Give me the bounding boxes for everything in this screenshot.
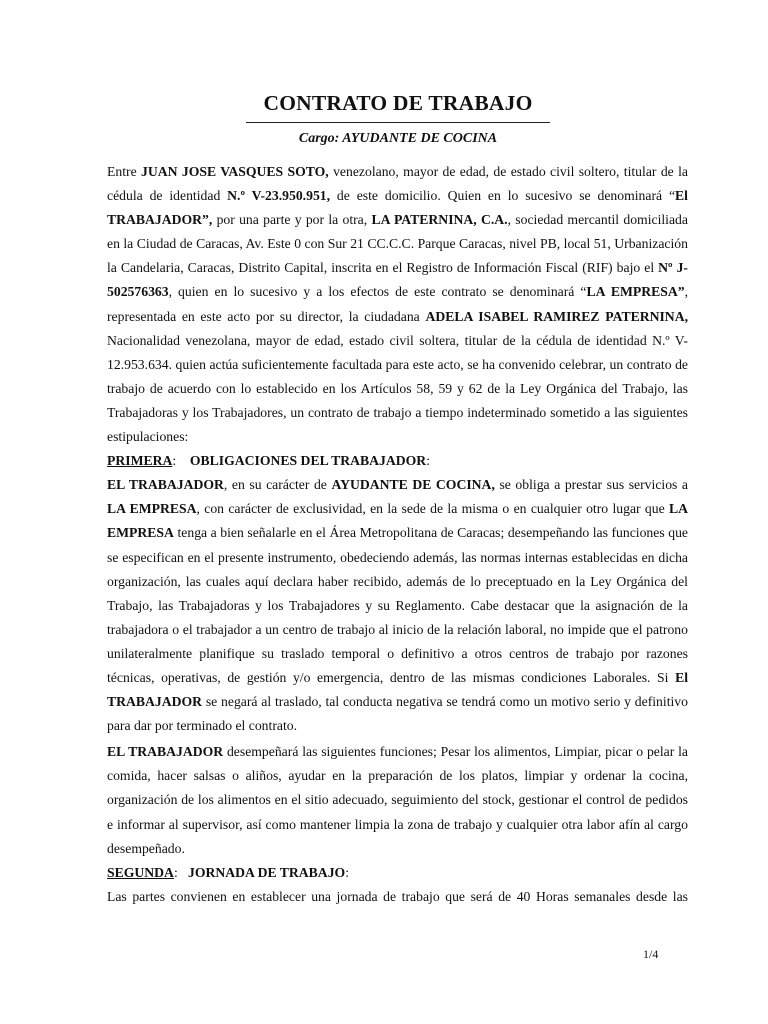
- worker-id-number: N.º V-23.950.951,: [227, 188, 331, 204]
- intro-text-4: por una parte y por la otra,: [212, 212, 372, 228]
- clause-title-segunda: JORNADA DE TRABAJO: [188, 864, 346, 880]
- clause-title-colon: :: [345, 864, 349, 880]
- worker-term: EL TRABAJADOR: [107, 477, 224, 493]
- clause-separator: :: [173, 864, 189, 880]
- company-rif: Nº J-502576363: [107, 260, 688, 300]
- worker-term: El TRABAJADOR: [107, 669, 688, 710]
- primera-functions-text: desempeñará las siguientes funciones; Pesar los alimentos, Limpiar, picar o pelar la comida, hacer salsas o aliños, ayudar en la preparación de los platos, limpiar y ordenar la cocina, organización de los alimentos en el sitio adecuado, seguimiento del stock, gestionar el control de pedidos e informar al supervisor, así como mantener limpia la zona de trabajo y cualquier otra labor afín al cargo desempeñado.: [107, 744, 688, 856]
- clause-heading-primera: [107, 449, 688, 473]
- company-term: LA EMPRESA: [107, 501, 688, 541]
- clause-title-colon: :: [426, 453, 430, 469]
- job-position: AYUDANTE DE COCINA,: [331, 477, 495, 493]
- intro-text-5: , sociedad mercantil domiciliada en la Ciudad de Caracas, Av. Este 0 con Sur 21 CC.C.C. Parque Caracas, nivel PB, local 51, Urbanización la Candelaria, Caracas, Distrito Capital, inscrita en el Registro de Información Fiscal (RIF) bajo el: [107, 212, 688, 276]
- company-name: LA PATERNINA, C.A.: [371, 212, 508, 228]
- clause-title-primera: OBLIGACIONES DEL TRABAJADOR: [189, 453, 427, 469]
- company-term: LA EMPRESA: [107, 501, 197, 517]
- segunda-paragraph-1: Las partes convienen en establecer una jornada de trabajo que será de 40 Horas semanales desde las: [107, 888, 688, 904]
- intro-paragraph: [107, 160, 688, 449]
- primera-text-2: se obliga a prestar sus servicios a: [494, 477, 689, 493]
- document-body: [107, 160, 688, 909]
- primera-text-1: , en su carácter de: [223, 477, 332, 493]
- page-number: 1/4: [643, 947, 659, 961]
- primera-text-3: , con carácter de exclusividad, en la sede de la misma o en cualquier otro lugar que: [196, 501, 669, 517]
- intro-text-7: , representada en este acto por su director, la ciudadana: [107, 284, 689, 324]
- intro-text-8: Nacionalidad venezolana, mayor de edad, estado civil soltera, titular de la cédula de identidad N.º V- 12.953.634. quien actúa suficientemente facultada para este acto, se ha convenido celebrar, un contrato de trabajo de acuerdo con lo establecido en los Artículos 58, 59 y 62 de la Ley Orgánica del Trabajo, las Trabajadoras y los Trabajadores, un contrato de trabajo a tiempo indeterminado sometido a las siguientes estipulaciones:: [107, 332, 688, 445]
- intro-text-3: de este domicilio. Quien en lo sucesivo se denominará “: [330, 188, 676, 204]
- clause-number-segunda: SEGUNDA: [107, 864, 174, 880]
- director-name: ADELA ISABEL RAMIREZ PATERNINA,: [425, 308, 688, 324]
- worker-designation: El TRABAJADOR”,: [107, 188, 688, 228]
- worker-term: EL TRABAJADOR: [107, 744, 224, 760]
- document-title: CONTRATO DE TRABAJO: [263, 91, 533, 115]
- clause-heading-segunda: [107, 861, 688, 885]
- primera-paragraph-1: [107, 473, 688, 738]
- primera-text-5: se negará al traslado, tal conducta negativa se tendrá como un motivo serio y definitivo para dar por terminado el contrato.: [107, 694, 688, 734]
- clause-separator: :: [172, 453, 190, 469]
- intro-text-2: venezolano, mayor de edad, de estado civil soltero, titular de la cédula de identidad: [107, 164, 688, 204]
- title-underline: [246, 122, 550, 123]
- clause-number-primera: PRIMERA: [107, 453, 173, 469]
- company-designation: LA EMPRESA”: [586, 284, 685, 300]
- document-subtitle: Cargo: AYUDANTE DE COCINA: [298, 131, 498, 146]
- intro-text-1: Entre: [107, 164, 142, 179]
- intro-text-6: , quien en lo sucesivo y a los efectos de este contrato se denominará “: [168, 284, 587, 300]
- primera-paragraph-2: [107, 740, 688, 860]
- primera-text-4: tenga a bien señalarle en el Área Metropolitana de Caracas; desempeñando las funciones que se especifican en el presente instrumento, obedeciendo además, las normas internas establecidas en dicha organización, las cuales aquí declara haber recibido, además de lo preceptuado en la Ley Orgánica del Trabajo, las Trabajadoras y los Trabajadores y su Reglamento. Cabe destacar que la asignación de la trabajadora o el trabajador a un centro de trabajo al inicio de la relación laboral, no impide que el patrono unilateralmente planifique su traslado temporal o definitivo a otros centros de trabajo por razones técnicas, operativas, de gestión y/o emergencia, dentro de las mismas condiciones Laborales. Si: [107, 525, 688, 685]
- worker-name: JUAN JOSE VASQUES SOTO,: [141, 164, 329, 179]
